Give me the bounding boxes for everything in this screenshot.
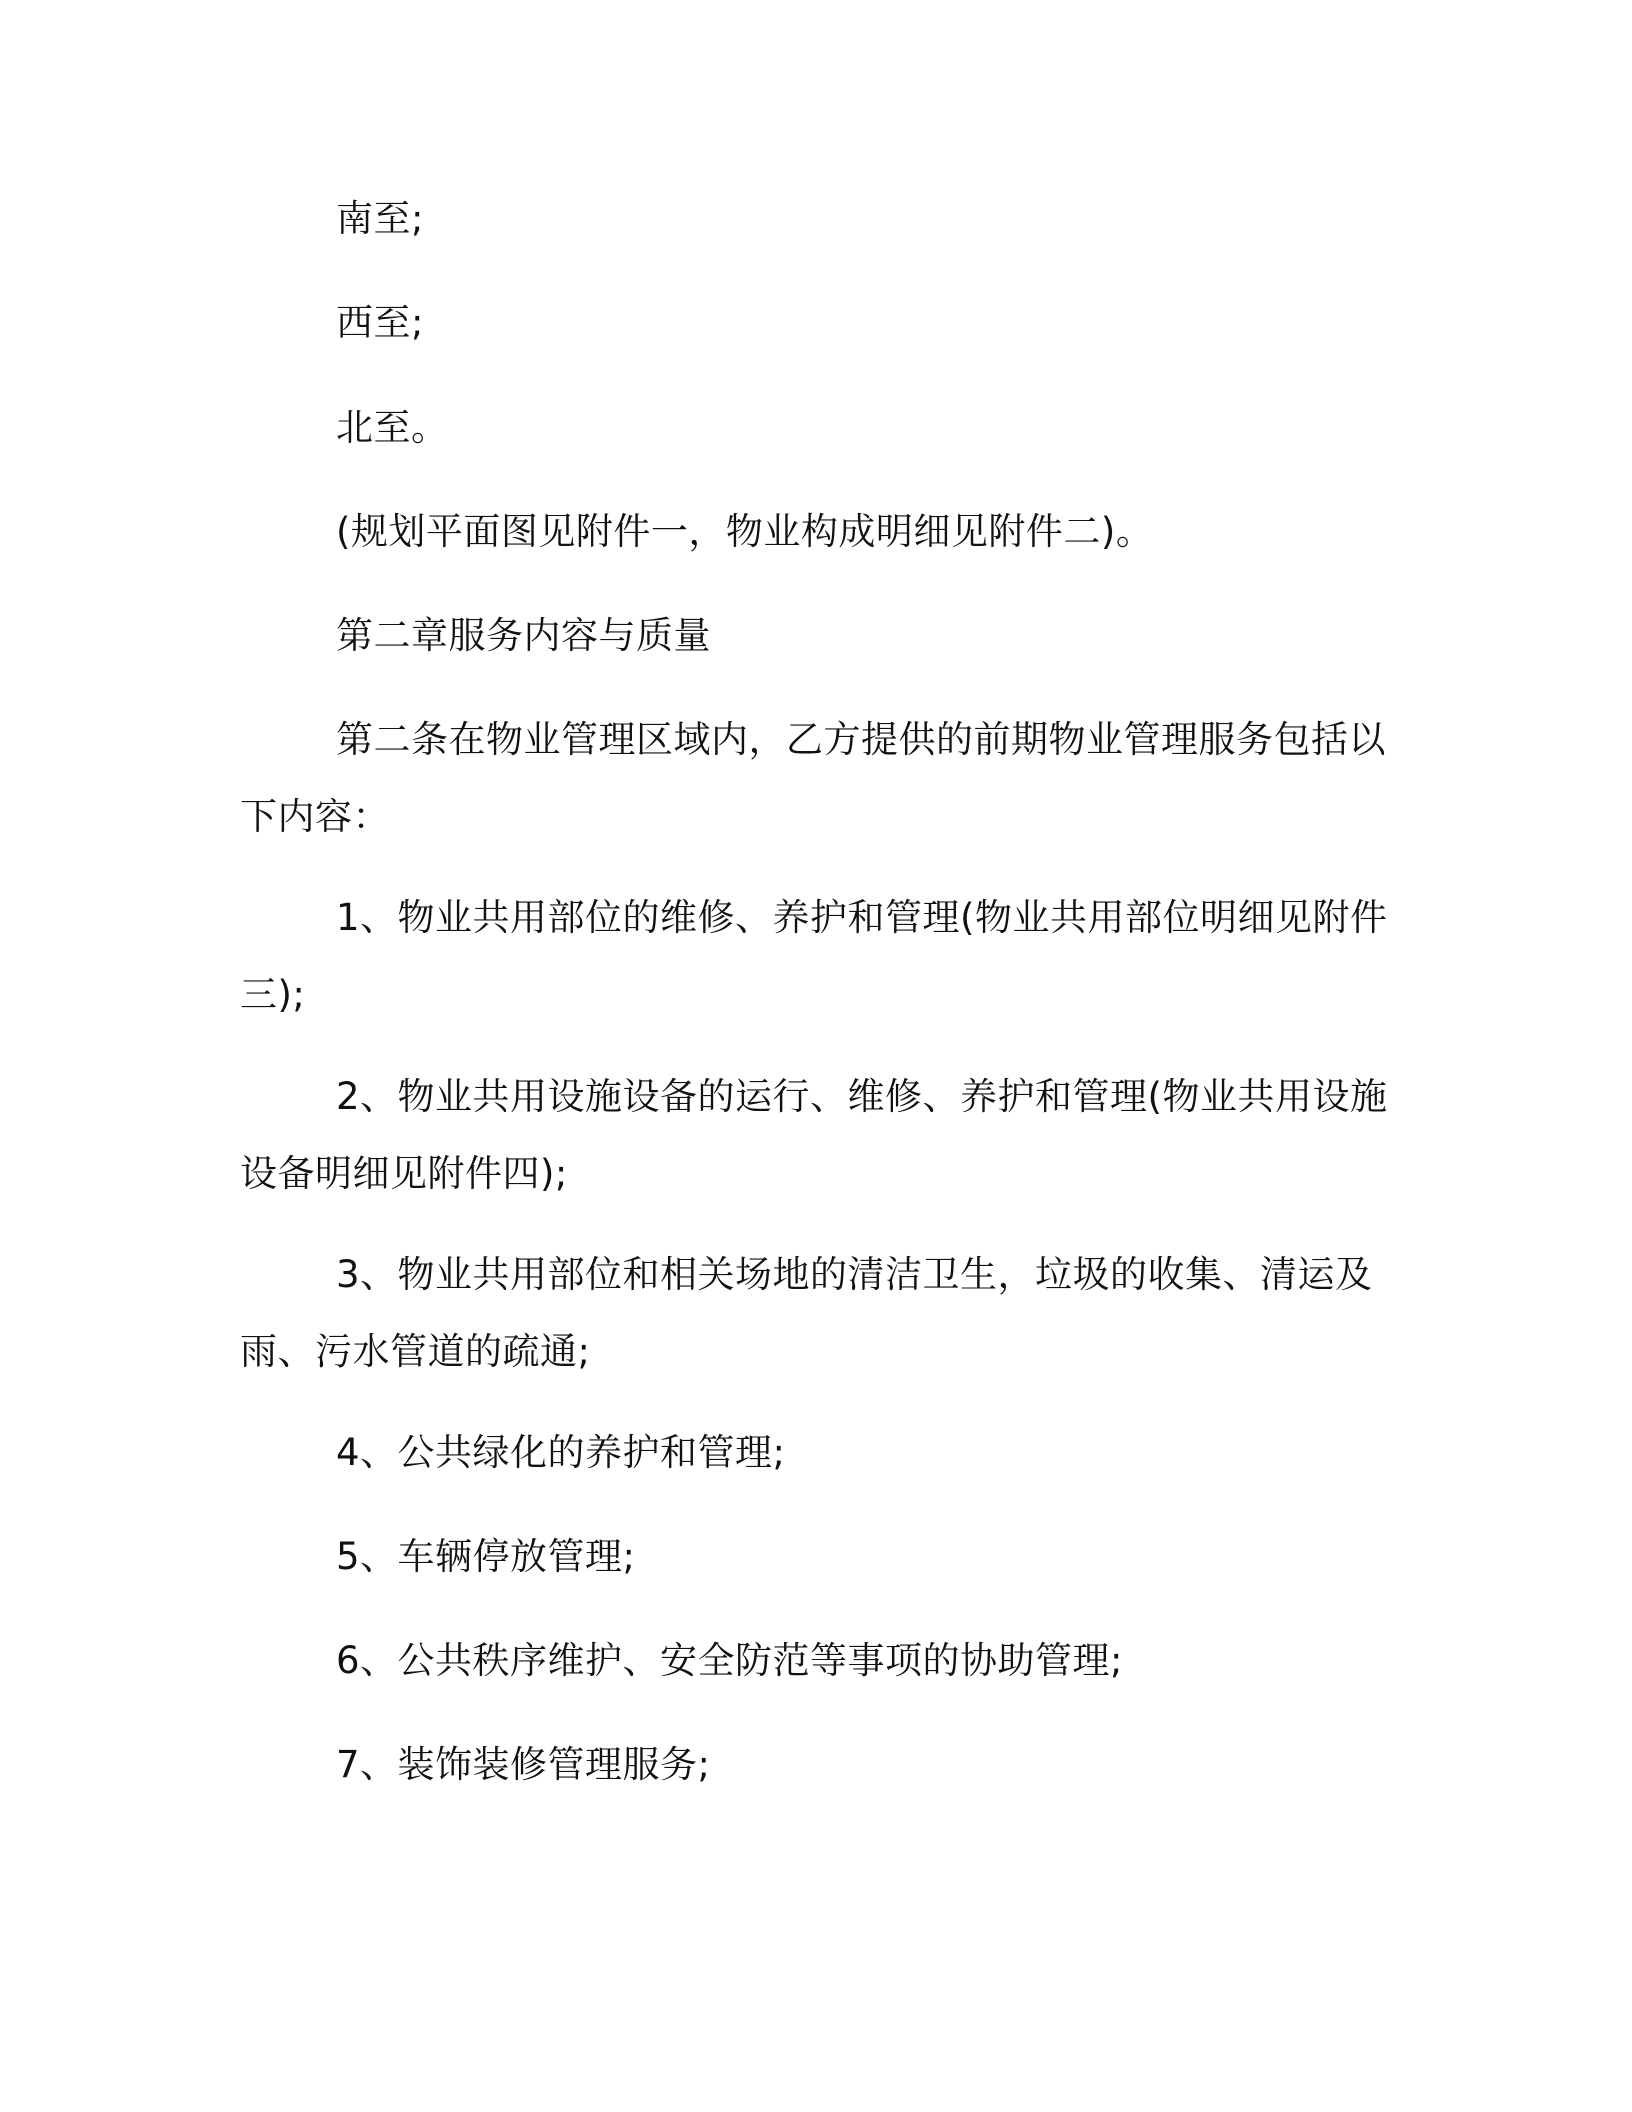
paragraph-south: 南至; xyxy=(336,197,424,240)
list-item: 7、装饰装修管理服务; xyxy=(336,1743,711,1786)
list-item: 5、车辆停放管理; xyxy=(336,1535,636,1578)
paragraph-north: 北至。 xyxy=(336,406,449,449)
list-item: 4、公共绿化的养护和管理; xyxy=(336,1431,786,1474)
chapter-heading: 第二章服务内容与质量 xyxy=(336,614,711,657)
paragraph-west: 西至; xyxy=(336,301,424,344)
paragraph-attachments-note: (规划平面图见附件一，物业构成明细见附件二)。 xyxy=(336,510,1154,553)
list-item: 1、物业共用部位的维修、养护和管理(物业共用部位明细见附件三); xyxy=(240,896,1388,1016)
list-item: 2、物业共用设施设备的运行、维修、养护和管理(物业共用设施设备明细见附件四); xyxy=(240,1075,1388,1195)
article-paragraph: 第二条在物业管理区域内，乙方提供的前期物业管理服务包括以下内容： xyxy=(240,718,1386,838)
list-item: 3、物业共用部位和相关场地的清洁卫生，垃圾的收集、清运及雨、污水管道的疏通; xyxy=(240,1253,1373,1373)
list-item: 6、公共秩序维护、安全防范等事项的协助管理; xyxy=(336,1639,1124,1682)
